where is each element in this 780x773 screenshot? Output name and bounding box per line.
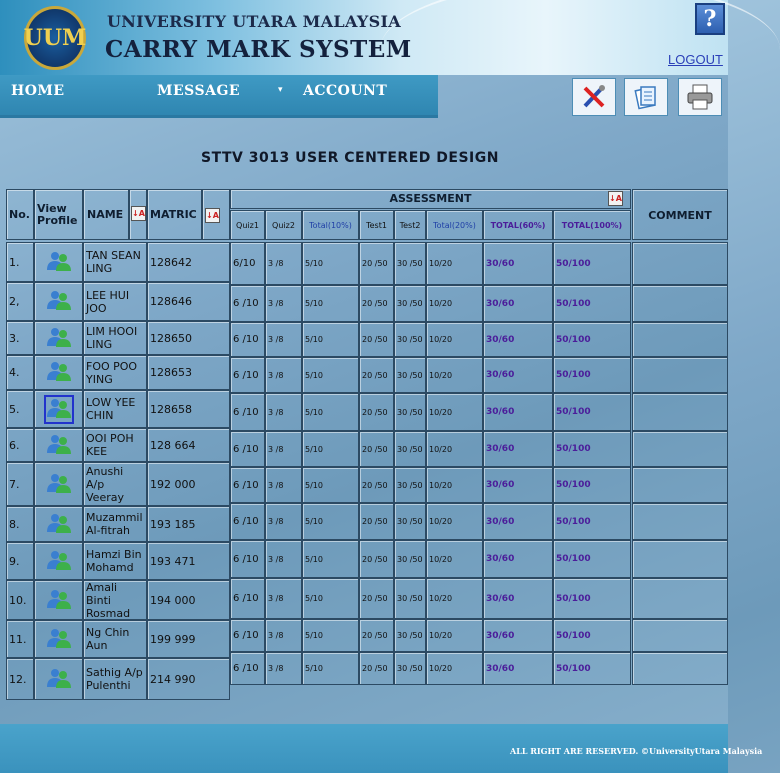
user-profile-icon [46,397,72,422]
score-total20: 10/20 [426,652,483,685]
footer [0,724,763,773]
score-total60: 30/60 [483,322,553,357]
subheader-total10: Total(10%) [302,210,359,240]
score-quiz2: 3 /8 [265,467,302,503]
nav-message[interactable]: MESSAGE [157,83,241,99]
user-profile-icon [46,549,72,574]
user-profile-icon [46,360,72,385]
score-total60: 30/60 [483,467,553,503]
assessment-sort-button[interactable] [606,190,626,208]
view-profile-button[interactable] [34,506,83,542]
user-profile-icon [46,512,72,537]
score-total20: 10/20 [426,322,483,357]
university-logo: UUM [24,6,86,70]
comment-cell[interactable] [632,322,728,357]
score-total10: 5/10 [302,431,359,467]
student-name: LOW YEE CHIN [83,390,147,428]
student-matric: 193 471 [147,542,230,580]
score-test2: 30 /50 [394,619,426,652]
score-test1: 20 /50 [359,357,394,393]
subheader-total20: Total(20%) [426,210,483,240]
comment-cell[interactable] [632,431,728,467]
score-total100: 50/100 [553,467,631,503]
score-test1: 20 /50 [359,393,394,431]
score-total100: 50/100 [553,540,631,578]
print-button[interactable] [678,78,722,116]
score-total60: 30/60 [483,540,553,578]
score-test1: 20 /50 [359,242,394,285]
score-quiz1: 6 /10 [230,431,265,467]
subheader-test2: Test2 [394,210,426,240]
view-profile-button[interactable] [34,390,83,428]
student-matric: 193 185 [147,506,230,542]
score-total20: 10/20 [426,503,483,540]
student-matric: 128650 [147,321,230,355]
subheader-total100: TOTAL(100%) [553,210,631,240]
user-profile-icon [46,250,72,275]
score-quiz2: 3 /8 [265,285,302,322]
score-total100: 50/100 [553,285,631,322]
score-quiz2: 3 /8 [265,652,302,685]
score-total60: 30/60 [483,242,553,285]
header-banner [0,0,728,75]
score-test2: 30 /50 [394,393,426,431]
score-quiz1: 6 /10 [230,652,265,685]
score-total10: 5/10 [302,578,359,619]
notes-icon [632,83,660,111]
view-profile-button[interactable] [34,321,83,355]
score-total60: 30/60 [483,578,553,619]
user-profile-icon [46,627,72,652]
main-nav [0,75,438,118]
score-total10: 5/10 [302,393,359,431]
score-test1: 20 /50 [359,578,394,619]
header-no: No. [6,189,34,240]
row-number: 6. [6,428,34,462]
student-name: TAN SEAN LING [83,242,147,282]
row-number: 8. [6,506,34,542]
view-profile-button[interactable] [34,658,83,700]
score-total20: 10/20 [426,393,483,431]
score-total60: 30/60 [483,285,553,322]
score-total20: 10/20 [426,619,483,652]
student-name: OOI POH KEE [83,428,147,462]
score-quiz1: 6 /10 [230,285,265,322]
comment-cell[interactable] [632,540,728,578]
score-total100: 50/100 [553,322,631,357]
header-matric: MATRIC [147,189,202,240]
sort-icon: ↓A [608,191,623,206]
row-number: 11. [6,620,34,658]
score-total60: 30/60 [483,619,553,652]
row-number: 1. [6,242,34,282]
score-total20: 10/20 [426,431,483,467]
score-quiz1: 6 /10 [230,503,265,540]
score-total60: 30/60 [483,357,553,393]
student-matric: 128 664 [147,428,230,462]
tools-button[interactable] [572,78,616,116]
score-test1: 20 /50 [359,503,394,540]
subheader-quiz1: Quiz1 [230,210,265,240]
view-profile-button[interactable] [34,355,83,390]
score-total100: 50/100 [553,431,631,467]
score-total100: 50/100 [553,242,631,285]
score-test1: 20 /50 [359,322,394,357]
student-matric: 192 000 [147,462,230,506]
sort-icon: ↓A [131,206,146,221]
score-total100: 50/100 [553,503,631,540]
student-name: Amali Binti Rosmad [83,580,147,620]
score-total10: 5/10 [302,357,359,393]
score-test2: 30 /50 [394,467,426,503]
score-total20: 10/20 [426,285,483,322]
view-profile-button[interactable] [34,542,83,580]
row-number: 5. [6,390,34,428]
comment-cell[interactable] [632,357,728,393]
score-total10: 5/10 [302,322,359,357]
score-quiz2: 3 /8 [265,578,302,619]
score-total20: 10/20 [426,467,483,503]
score-test2: 30 /50 [394,578,426,619]
score-total60: 30/60 [483,652,553,685]
score-total60: 30/60 [483,431,553,467]
help-button[interactable]: ? [695,3,725,35]
row-number: 10. [6,580,34,620]
score-quiz2: 3 /8 [265,242,302,285]
score-test1: 20 /50 [359,619,394,652]
comment-cell[interactable] [632,652,728,685]
score-total100: 50/100 [553,357,631,393]
system-title: CARRY MARK SYSTEM [105,36,412,63]
row-number: 12. [6,658,34,700]
user-profile-icon [46,289,72,314]
student-matric: 128646 [147,282,230,321]
header-view-profile: View Profile [34,189,83,240]
score-total10: 5/10 [302,540,359,578]
header-assessment: ASSESSMENT [230,189,631,209]
score-total20: 10/20 [426,357,483,393]
score-total20: 10/20 [426,540,483,578]
score-quiz2: 3 /8 [265,431,302,467]
score-total100: 50/100 [553,393,631,431]
user-profile-icon [46,472,72,497]
comment-cell[interactable] [632,467,728,503]
score-quiz2: 3 /8 [265,357,302,393]
score-quiz1: 6 /10 [230,467,265,503]
student-matric: 128653 [147,355,230,390]
comment-cell[interactable] [632,578,728,619]
header-name: NAME [83,189,129,240]
score-test2: 30 /50 [394,431,426,467]
user-profile-icon [46,433,72,458]
score-total20: 10/20 [426,242,483,285]
score-quiz2: 3 /8 [265,322,302,357]
student-name: Ng Chin Aun [83,620,147,658]
row-number: 4. [6,355,34,390]
student-name: LEE HUI JOO [83,282,147,321]
score-quiz2: 3 /8 [265,619,302,652]
score-test1: 20 /50 [359,285,394,322]
score-test1: 20 /50 [359,652,394,685]
user-profile-icon [46,588,72,613]
nav-account[interactable]: ACCOUNT [303,83,388,99]
score-total10: 5/10 [302,619,359,652]
score-total100: 50/100 [553,619,631,652]
view-profile-button[interactable] [34,462,83,506]
score-total60: 30/60 [483,503,553,540]
student-name: Sathig A/p Pulenthi [83,658,147,700]
subheader-quiz2: Quiz2 [265,210,302,240]
student-name: FOO POO YING [83,355,147,390]
row-number: 7. [6,462,34,506]
copyright-text: ALL RIGHT ARE RESERVED. ©UniversityUtara Malaysia [510,746,763,756]
logout-link[interactable]: LOGOUT [668,52,723,67]
view-profile-button[interactable] [34,282,83,321]
score-total100: 50/100 [553,652,631,685]
comment-cell[interactable] [632,619,728,652]
student-name: LIM HOOI LING [83,321,147,355]
score-test1: 20 /50 [359,467,394,503]
score-quiz2: 3 /8 [265,393,302,431]
row-number: 9. [6,542,34,580]
student-matric: 128658 [147,390,230,428]
student-matric: 214 990 [147,658,230,700]
course-title: STTV 3013 USER CENTERED DESIGN [201,150,499,166]
score-quiz1: 6 /10 [230,578,265,619]
printer-icon [685,83,715,111]
comment-cell[interactable] [632,242,728,285]
student-name: Muzammil Al-fitrah [83,506,147,542]
score-test2: 30 /50 [394,242,426,285]
message-dropdown-icon[interactable]: ▾ [278,85,283,95]
score-test2: 30 /50 [394,540,426,578]
view-profile-button[interactable] [34,580,83,620]
comment-cell[interactable] [632,503,728,540]
score-test2: 30 /50 [394,503,426,540]
university-name: UNIVERSITY UTARA MALAYSIA [107,12,401,31]
notes-button[interactable] [624,78,668,116]
score-total100: 50/100 [553,578,631,619]
score-test2: 30 /50 [394,357,426,393]
score-total10: 5/10 [302,467,359,503]
view-profile-button[interactable] [34,428,83,462]
score-test1: 20 /50 [359,431,394,467]
student-name: Hamzi Bin Mohamd [83,542,147,580]
sort-icon: ↓A [205,208,220,223]
view-profile-button[interactable] [34,242,83,282]
view-profile-button[interactable] [34,620,83,658]
nav-home[interactable]: HOME [11,83,65,99]
score-total10: 5/10 [302,285,359,322]
row-number: 3. [6,321,34,355]
student-matric: 194 000 [147,580,230,620]
score-test1: 20 /50 [359,540,394,578]
user-profile-icon [46,667,72,692]
student-name: Anushi A/p Veeray [83,462,147,506]
score-quiz1: 6 /10 [230,357,265,393]
student-matric: 199 999 [147,620,230,658]
score-total10: 5/10 [302,652,359,685]
score-quiz2: 3 /8 [265,540,302,578]
score-test2: 30 /50 [394,285,426,322]
matric-sort-button[interactable] [202,189,230,240]
score-test2: 30 /50 [394,652,426,685]
score-quiz2: 3 /8 [265,503,302,540]
score-total10: 5/10 [302,242,359,285]
row-number: 2, [6,282,34,321]
subheader-total60: TOTAL(60%) [483,210,553,240]
score-quiz1: 6/10 [230,242,265,285]
student-matric: 128642 [147,242,230,282]
tools-icon [580,83,608,111]
score-quiz1: 6 /10 [230,540,265,578]
score-quiz1: 6 /10 [230,322,265,357]
name-sort-button[interactable] [129,189,147,240]
score-total20: 10/20 [426,578,483,619]
score-total10: 5/10 [302,503,359,540]
user-profile-icon [46,326,72,351]
score-quiz1: 6 /10 [230,393,265,431]
subheader-test1: Test1 [359,210,394,240]
comment-cell[interactable] [632,393,728,431]
score-quiz1: 6 /10 [230,619,265,652]
score-total60: 30/60 [483,393,553,431]
comment-cell[interactable] [632,285,728,322]
header-comment: COMMENT [632,189,728,240]
score-test2: 30 /50 [394,322,426,357]
